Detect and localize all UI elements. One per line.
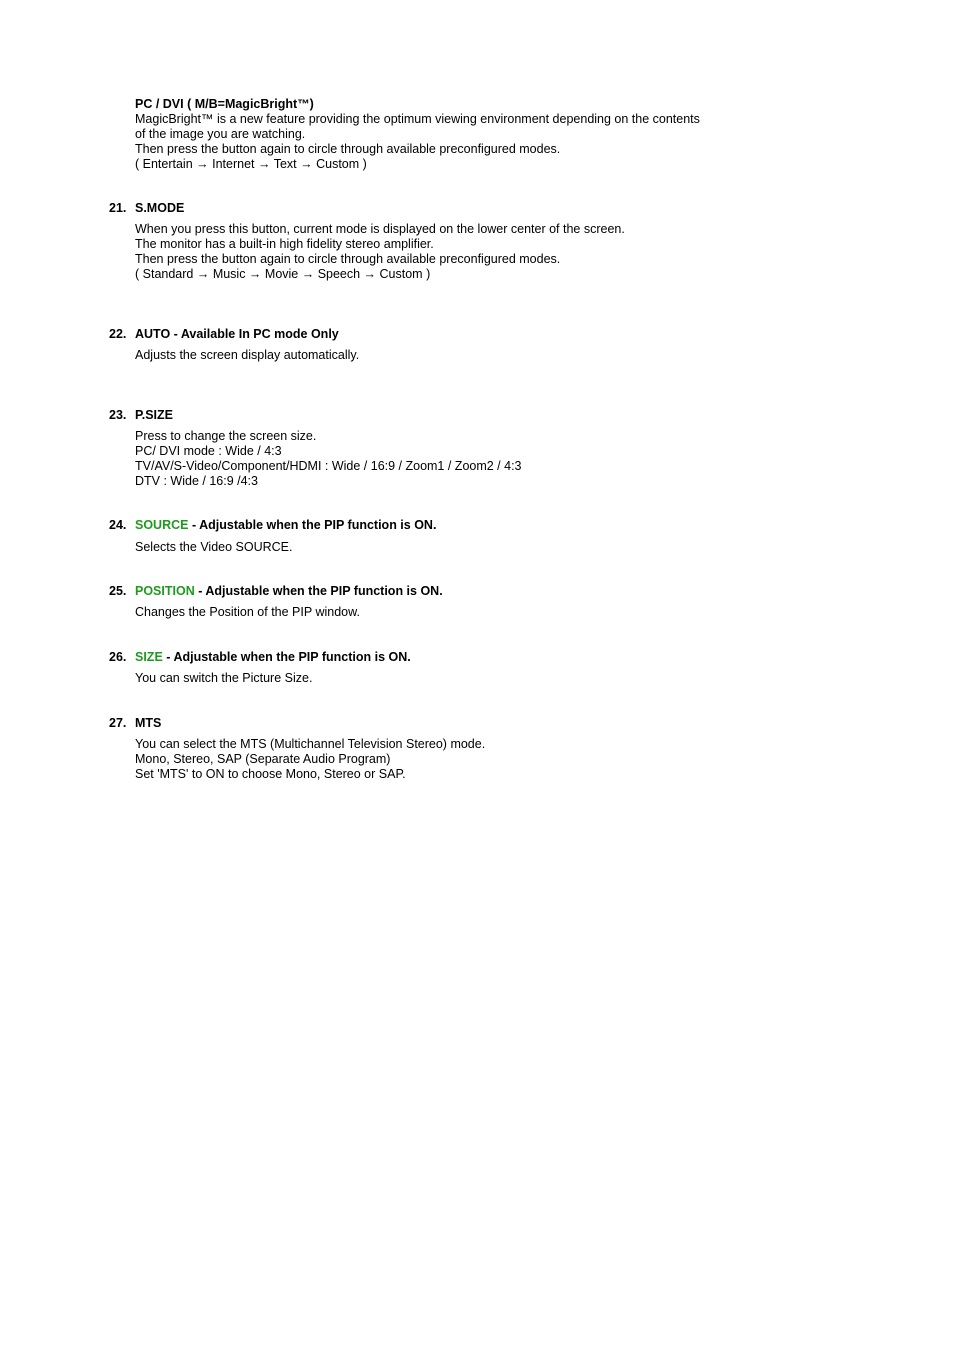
body-line: When you press this button, current mode is displayed on the lower center of the screen. — [135, 222, 625, 236]
item-number: 21. — [109, 201, 127, 215]
pip-note: - Adjustable when the PIP function is ON. — [188, 518, 437, 532]
body-line: The monitor has a built-in high fidelity stereo amplifier. — [135, 237, 434, 251]
body-line: TV/AV/S-Video/Component/HDMI : Wide / 16:9 / Zoom1 / Zoom2 / 4:3 — [135, 459, 522, 473]
section-title: PC / DVI ( M/B=MagicBright™) — [135, 97, 314, 111]
body-line: of the image you are watching. — [135, 127, 306, 141]
body-line: MagicBright™ is a new feature providing the optimum viewing environment depending on the contents — [135, 112, 700, 126]
item-body-auto — [135, 348, 775, 363]
body-line: Adjusts the screen display automatically. — [135, 348, 360, 362]
item-body-mts — [135, 737, 775, 782]
body-line: PC/ DVI mode : Wide / 4:3 — [135, 444, 282, 458]
pip-note: - Adjustable when the PIP function is ON. — [194, 584, 443, 598]
body-line: DTV : Wide / 16:9 /4:3 — [135, 474, 258, 488]
pip-keyword: POSITION — [135, 584, 195, 598]
body-line: You can switch the Picture Size. — [135, 671, 313, 685]
body-line: ( Entertain → Internet → Text → Custom ) — [135, 157, 367, 171]
item-title-psize: P.SIZE — [135, 408, 173, 422]
item-title-smode: S.MODE — [135, 201, 185, 215]
body-line: Set 'MTS' to ON to choose Mono, Stereo or SAP. — [135, 767, 406, 781]
item-body-position — [135, 605, 775, 620]
item-title-auto: AUTO - Available In PC mode Only — [135, 327, 339, 341]
pip-note: - Adjustable when the PIP function is ON. — [162, 650, 411, 664]
item-body-source — [135, 540, 775, 555]
item-body-psize — [135, 429, 775, 489]
item-title-source — [135, 518, 436, 533]
item-title-position — [135, 584, 443, 599]
item-number: 22. — [109, 327, 127, 341]
body-line: ( Standard → Music → Movie → Speech → Custom ) — [135, 267, 431, 281]
item-number: 27. — [109, 716, 127, 730]
item-title-size — [135, 650, 411, 665]
body-line: Press to change the screen size. — [135, 429, 317, 443]
item-body-smode — [135, 222, 775, 282]
body-line: You can select the MTS (Multichannel Television Stereo) mode. — [135, 737, 486, 751]
item-number: 24. — [109, 518, 127, 532]
body-line: Selects the Video SOURCE. — [135, 540, 293, 554]
pip-keyword: SOURCE — [135, 518, 189, 532]
item-title-mts: MTS — [135, 716, 162, 730]
body-line: Then press the button again to circle through available preconfigured modes. — [135, 142, 561, 156]
body-line: Then press the button again to circle through available preconfigured modes. — [135, 252, 561, 266]
item-number: 23. — [109, 408, 127, 422]
body-line: Mono, Stereo, SAP (Separate Audio Program) — [135, 752, 391, 766]
body-line: Changes the Position of the PIP window. — [135, 605, 360, 619]
magicbright-section — [135, 97, 775, 172]
pip-keyword: SIZE — [135, 650, 163, 664]
item-body-size — [135, 671, 775, 686]
item-number: 26. — [109, 650, 127, 664]
item-number: 25. — [109, 584, 127, 598]
